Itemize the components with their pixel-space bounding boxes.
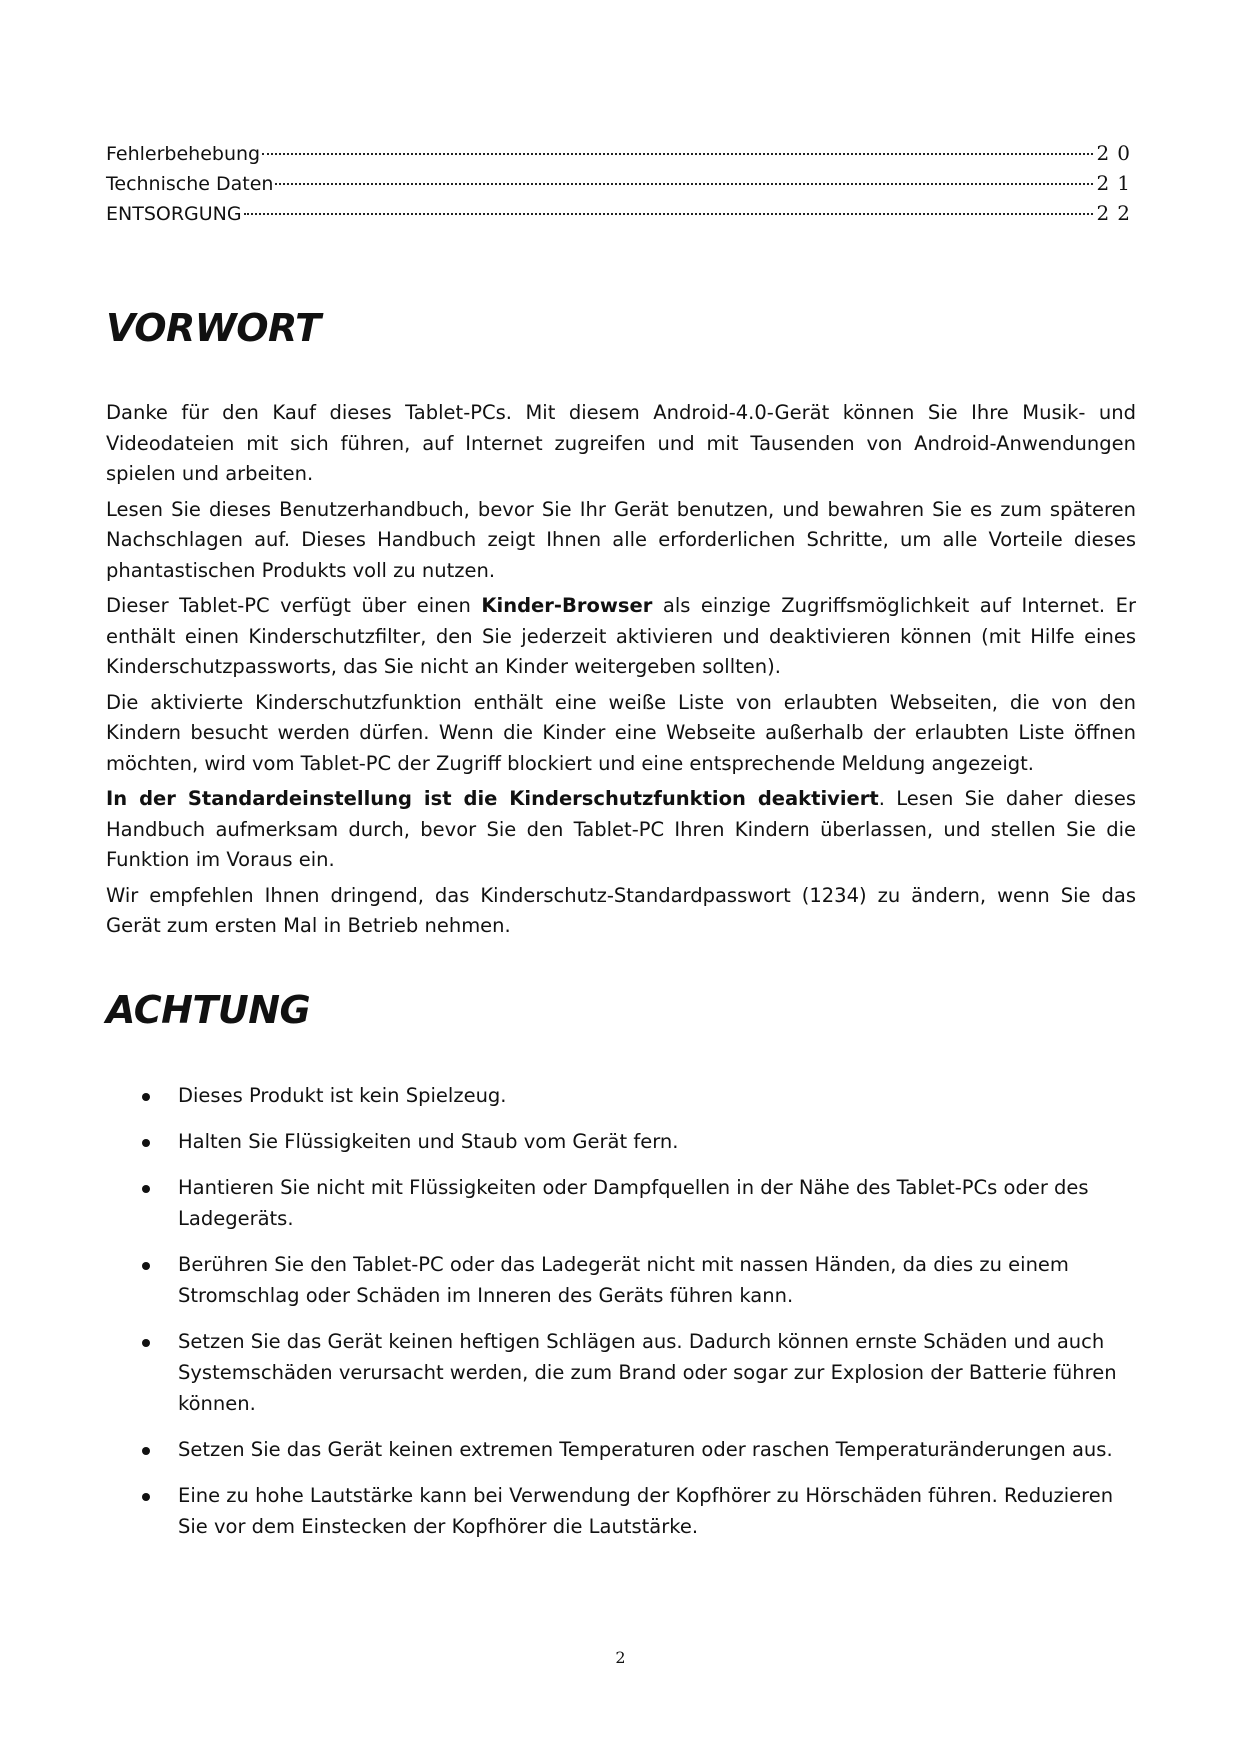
paragraph: Wir empfehlen Ihnen dringend, das Kinderschutz-Standardpasswort (1234) zu ändern, wenn Sie das Gerät zum ersten Mal in Betrieb nehmen. — [106, 883, 1136, 937]
toc-entry-page: 21 — [1096, 171, 1138, 195]
page-number: 2 — [615, 1648, 626, 1667]
toc-leader-dots — [275, 183, 1092, 185]
list-item-text: Eine zu hohe Lautstärke kann bei Verwendung der Kopfhörer zu Hörschäden führen. Reduzieren Sie vor dem Einstecken der Kopfhörer die Lautstärke. — [178, 1484, 1114, 1538]
list-item-text: Setzen Sie das Gerät keinen extremen Temperaturen oder raschen Temperaturänderungen aus. — [178, 1438, 1113, 1461]
list-item — [106, 1126, 1136, 1157]
emphasis-default-setting: In der Standardeinstellung ist die Kinderschutzfunktion deaktiviert — [106, 787, 879, 810]
table-of-contents — [106, 138, 1138, 228]
list-item-text: Halten Sie Flüssigkeiten und Staub vom Gerät fern. — [178, 1130, 679, 1153]
bullet-icon — [142, 1447, 150, 1455]
paragraph — [106, 591, 1136, 683]
toc-entry[interactable] — [106, 168, 1138, 198]
list-item-text: Setzen Sie das Gerät keinen heftigen Schlägen aus. Dadurch können ernste Schäden und auch Systemschäden verursacht werden, die zum Brand oder sogar zur Explosion der Batterie führen können. — [178, 1330, 1117, 1415]
list-item — [106, 1326, 1136, 1419]
section-heading-achtung: ACHTUNG — [106, 988, 311, 1032]
toc-entry-title: ENTSORGUNG — [106, 203, 242, 225]
list-item-text: Hantieren Sie nicht mit Flüssigkeiten oder Dampfquellen in der Nähe des Tablet-PCs oder des Ladegeräts. — [178, 1176, 1089, 1230]
paragraph — [106, 784, 1136, 876]
section-heading-vorwort: VORWORT — [106, 306, 321, 350]
paragraph: Die aktivierte Kinderschutzfunktion enthält eine weiße Liste von erlaubten Webseiten, die von den Kindern besucht werden dürfen. Wenn die Kinder eine Webseite außerhalb der erlaubten Liste öffnen möchten, wird vom Tablet-PC der Zugriff blockiert und eine entsprechende Meldung angezeigt. — [106, 690, 1136, 775]
bullet-icon — [142, 1185, 150, 1193]
toc-entry[interactable] — [106, 198, 1138, 228]
bullet-icon — [142, 1493, 150, 1501]
vorwort-body — [106, 398, 1136, 947]
toc-entry-page: 20 — [1096, 141, 1138, 165]
list-item — [106, 1172, 1136, 1234]
paragraph: Danke für den Kauf dieses Tablet-PCs. Mit diesem Android-4.0-Gerät können Sie Ihre Musik- und Videodateien mit sich führen, auf Internet zugreifen und mit Tausenden von Android-Anwendungen spielen und arbeiten. — [106, 401, 1136, 485]
toc-leader-dots — [244, 213, 1093, 215]
warning-list — [106, 1080, 1136, 1557]
paragraph-text: Dieser Tablet-PC verfügt über einen — [106, 594, 482, 617]
toc-leader-dots — [262, 153, 1092, 155]
list-item-text: Dieses Produkt ist kein Spielzeug. — [178, 1084, 507, 1107]
paragraph-text: . Lesen Sie daher dieses Handbuch aufmerksam durch, bevor Sie den Tablet-PC Ihren Kindern überlassen, und stellen Sie die Funktion im Voraus ein. — [106, 787, 1136, 871]
list-item — [106, 1480, 1136, 1542]
toc-entry-title: Technische Daten — [106, 173, 274, 195]
list-item — [106, 1080, 1136, 1111]
bullet-icon — [142, 1339, 150, 1347]
list-item-text: Berühren Sie den Tablet-PC oder das Ladegerät nicht mit nassen Händen, da dies zu einem Stromschlag oder Schäden im Inneren des Geräts führen kann. — [178, 1253, 1069, 1307]
bullet-icon — [142, 1093, 150, 1101]
toc-entry[interactable] — [106, 138, 1138, 168]
toc-entry-title: Fehlerbehebung — [106, 143, 261, 165]
paragraph: Lesen Sie dieses Benutzerhandbuch, bevor Sie Ihr Gerät benutzen, und bewahren Sie es zum späteren Nachschlagen auf. Dieses Handbuch zeigt Ihnen alle erforderlichen Schritte, um alle Vorteile dieses phantastischen Produkts voll zu nutzen. — [106, 497, 1136, 582]
list-item — [106, 1434, 1136, 1465]
bullet-icon — [142, 1139, 150, 1147]
list-item — [106, 1249, 1136, 1311]
bullet-icon — [142, 1262, 150, 1270]
toc-entry-page: 22 — [1096, 201, 1138, 225]
emphasis-kinder-browser: Kinder-Browser — [481, 594, 653, 617]
paragraph-text: als einzige Zugriffsmöglichkeit auf Internet. Er enthält einen Kinderschutzfilter, den Sie jederzeit aktivieren und deaktivieren können (mit Hilfe eines Kinderschutzpassworts, das Sie nicht an Kinder weitergeben sollten). — [106, 594, 1136, 678]
